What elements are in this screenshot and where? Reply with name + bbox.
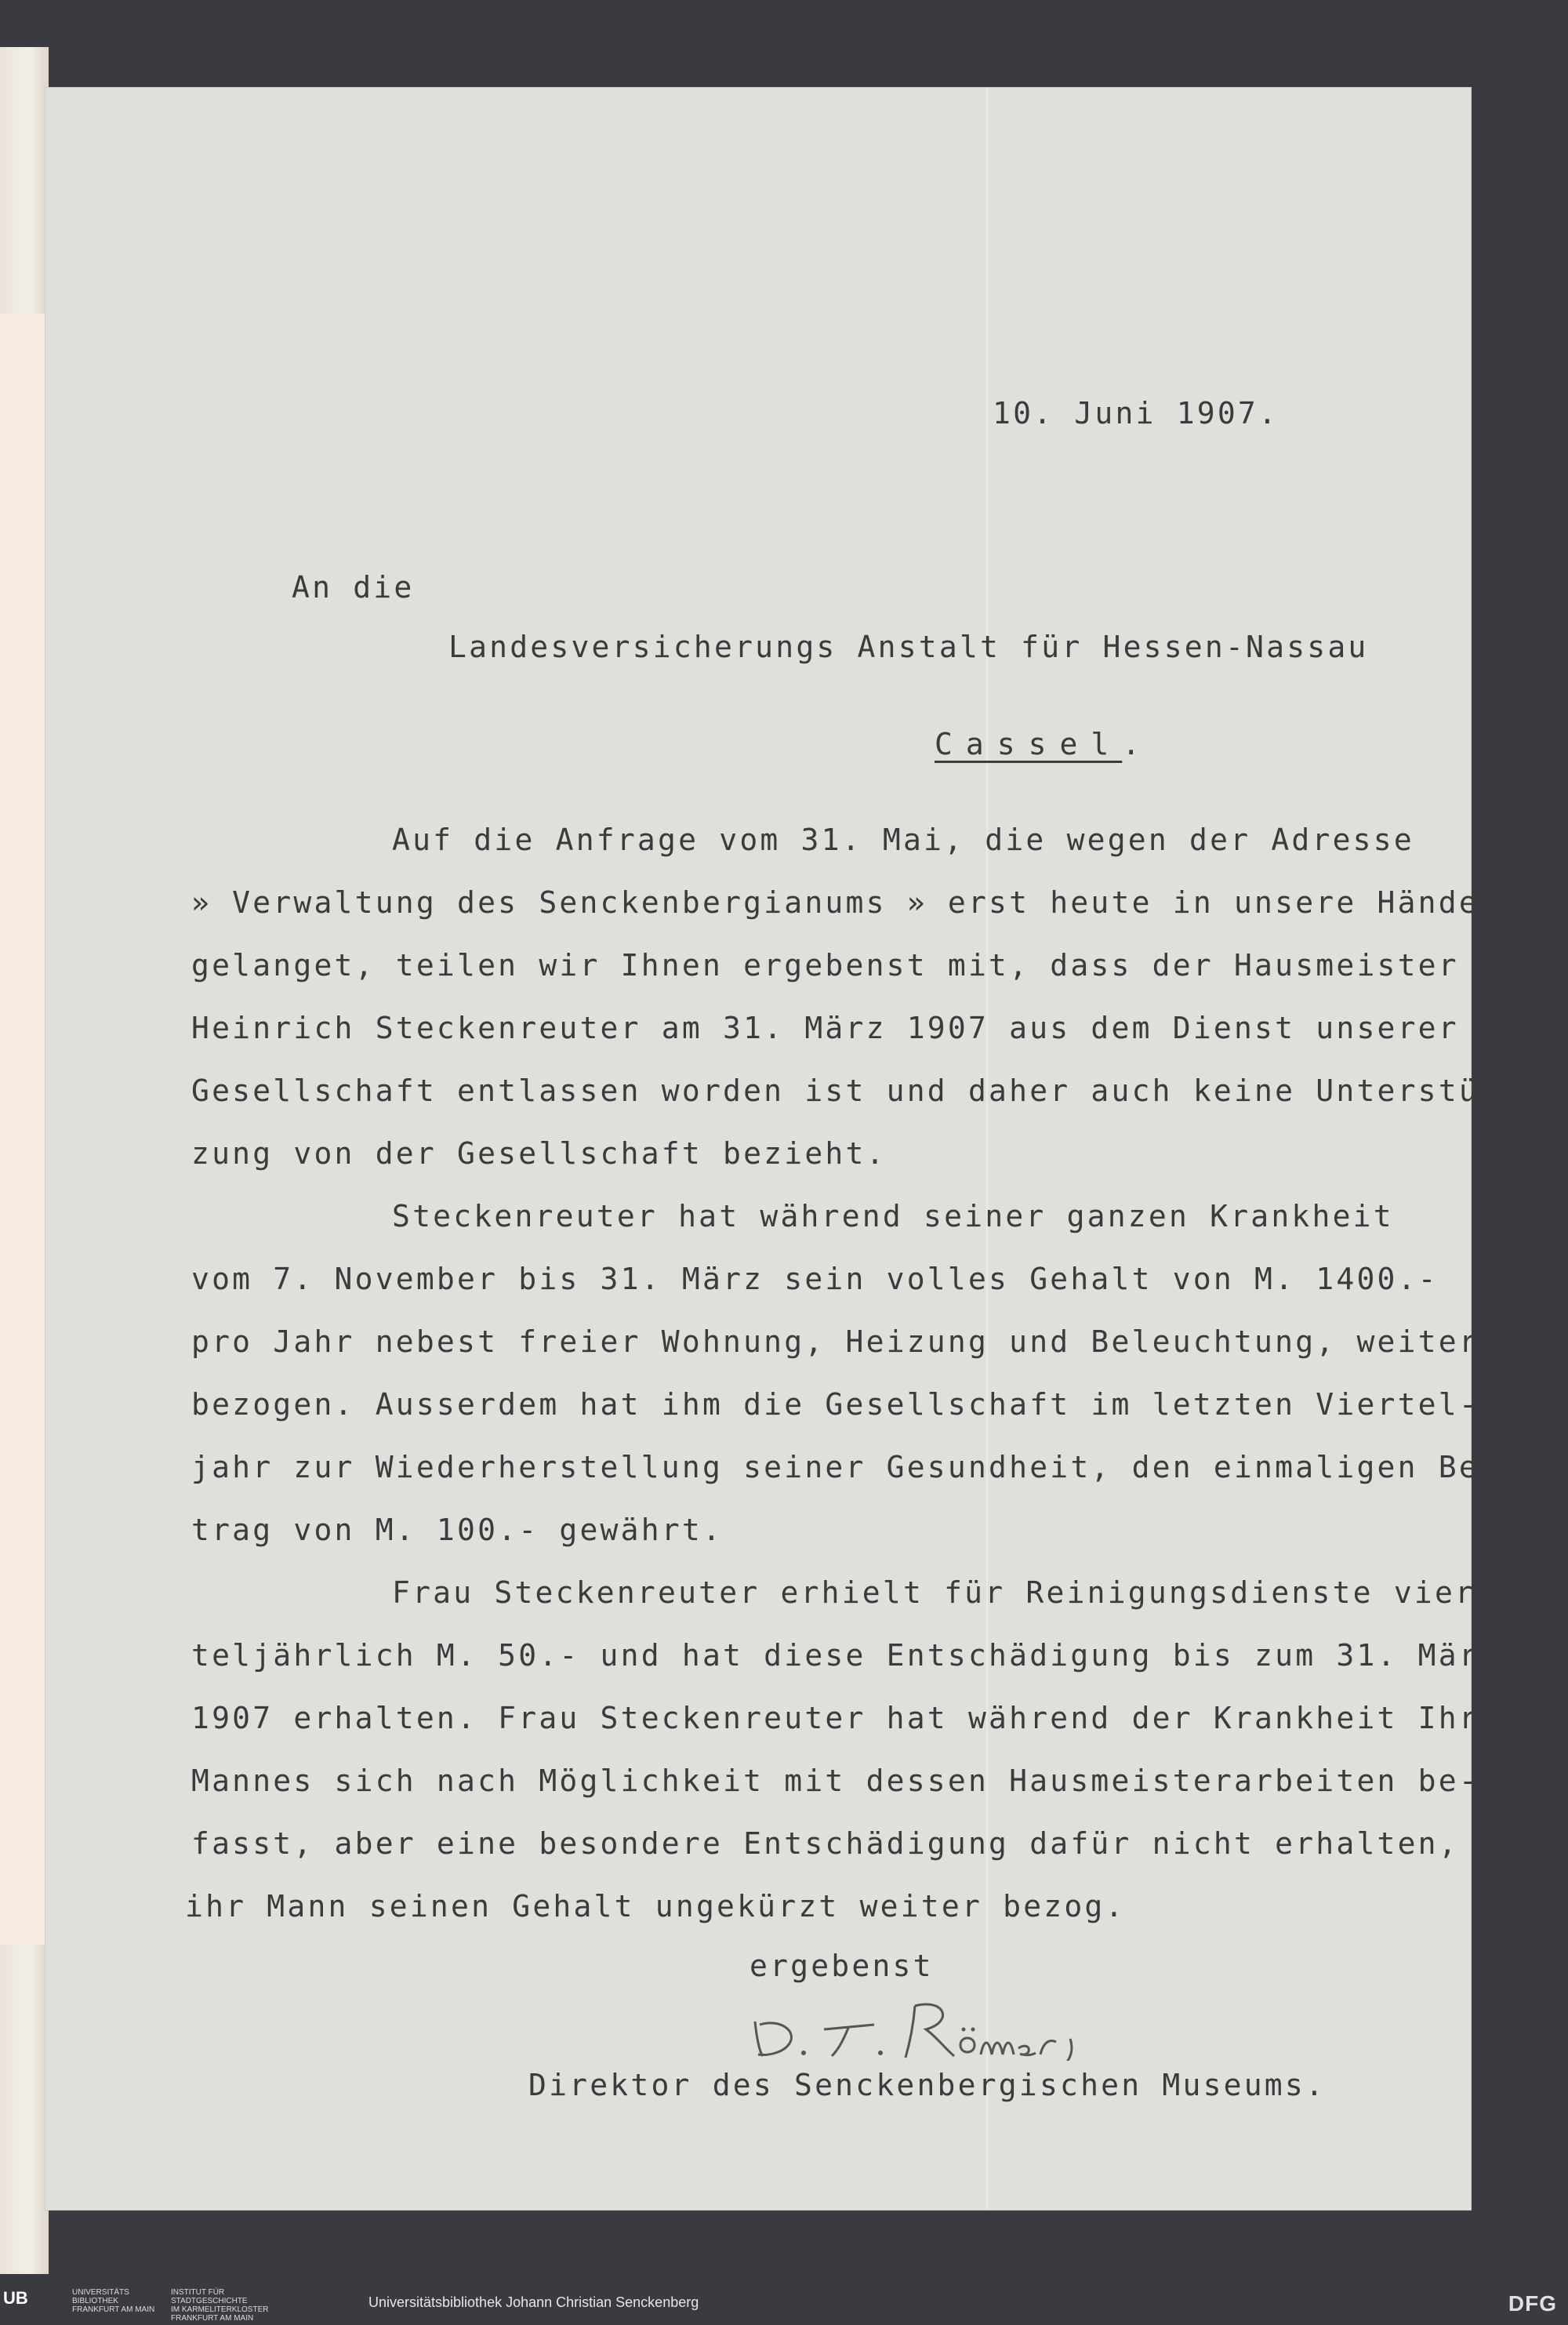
ub-sub-line: UNIVERSITÄTS bbox=[72, 2288, 129, 2297]
ub-sub-line: FRANKFURT AM MAIN bbox=[72, 2305, 155, 2314]
body-line: zung von der Gesellschaft bezieht. bbox=[191, 1136, 887, 1171]
body-line: Steckenreuter hat während seiner ganzen Krankheit bbox=[392, 1199, 1394, 1233]
isg-line: STADTGESCHICHTE bbox=[171, 2297, 248, 2305]
city: Cassel bbox=[935, 727, 1123, 761]
body-line: vom 7. November bis 31. März sein volles Gehalt von M. 1400.- bbox=[191, 1262, 1439, 1296]
body-line: Gesellschaft entlassen worden ist und daher auch keine Unterstüt- bbox=[191, 1073, 1521, 1108]
body-line: Auf die Anfrage vom 31. Mai, die wegen der Adresse bbox=[392, 823, 1414, 857]
body-line: trag von M. 100.- gewährt. bbox=[191, 1513, 724, 1547]
salutation: An die bbox=[292, 570, 415, 605]
ub-logo: UB bbox=[3, 2288, 28, 2308]
handwritten-signature bbox=[749, 1990, 1156, 2061]
isg-logo bbox=[171, 2288, 268, 2323]
left-page-edge bbox=[0, 47, 49, 2274]
body-line: bezogen. Ausserdem hat ihm die Gesellschaft im letzten Viertel- bbox=[191, 1387, 1479, 1422]
paper-tab bbox=[0, 314, 49, 1945]
body-line: jahr zur Wiederherstellung seiner Gesundheit, den einmaligen Be- bbox=[191, 1450, 1500, 1484]
body-line: Frau Steckenreuter erhielt für Reinigungsdienste vier- bbox=[392, 1575, 1497, 1610]
body-line: fasst, aber eine besondere Entschädigung dafür nicht erhalten, da bbox=[191, 1826, 1521, 1861]
city-suffix: . bbox=[1122, 727, 1143, 761]
body-line: pro Jahr nebest freier Wohnung, Heizung und Beleuchtung, weiter bbox=[191, 1324, 1479, 1359]
library-caption: Universitätsbibliothek Johann Christian Senckenberg bbox=[368, 2294, 699, 2310]
archive-footer bbox=[0, 2280, 1568, 2325]
body-line: Mannes sich nach Möglichkeit mit dessen Hausmeisterarbeiten be- bbox=[191, 1764, 1479, 1798]
isg-line: FRANKFURT AM MAIN bbox=[171, 2314, 254, 2323]
signature-text: D. F. Römer bbox=[749, 1990, 754, 1991]
body-line: teljährlich M. 50.- und hat diese Entschädigung bis zum 31. März bbox=[191, 1638, 1500, 1673]
closing: ergebenst bbox=[750, 1949, 934, 1983]
recipient: Landesversicherungs Anstalt für Hessen-Nassau bbox=[448, 630, 1369, 664]
dfg-logo: DFG bbox=[1508, 2291, 1557, 2316]
body-line: » Verwaltung des Senckenbergianums » erst heute in unsere Hände bbox=[191, 885, 1479, 920]
letter-date: 10. Juni 1907. bbox=[993, 396, 1279, 430]
body-line: Heinrich Steckenreuter am 31. März 1907 aus dem Dienst unserer bbox=[191, 1011, 1459, 1045]
ub-sub-line: BIBLIOTHEK bbox=[72, 2297, 118, 2305]
city-line bbox=[935, 729, 1142, 759]
body-line: ihr Mann seinen Gehalt ungekürzt weiter bezog. bbox=[185, 1889, 1126, 1924]
ub-logo-subtitle bbox=[72, 2288, 154, 2314]
isg-line: INSTITUT FÜR bbox=[171, 2288, 225, 2297]
isg-line: IM KARMELITERKLOSTER bbox=[171, 2305, 269, 2314]
body-line: 1907 erhalten. Frau Steckenreuter hat während der Krankheit Ihres bbox=[191, 1701, 1521, 1735]
signer-role: Direktor des Senckenbergischen Museums. bbox=[528, 2068, 1327, 2102]
body-line: gelanget, teilen wir Ihnen ergebenst mit, dass der Hausmeister bbox=[191, 948, 1459, 983]
